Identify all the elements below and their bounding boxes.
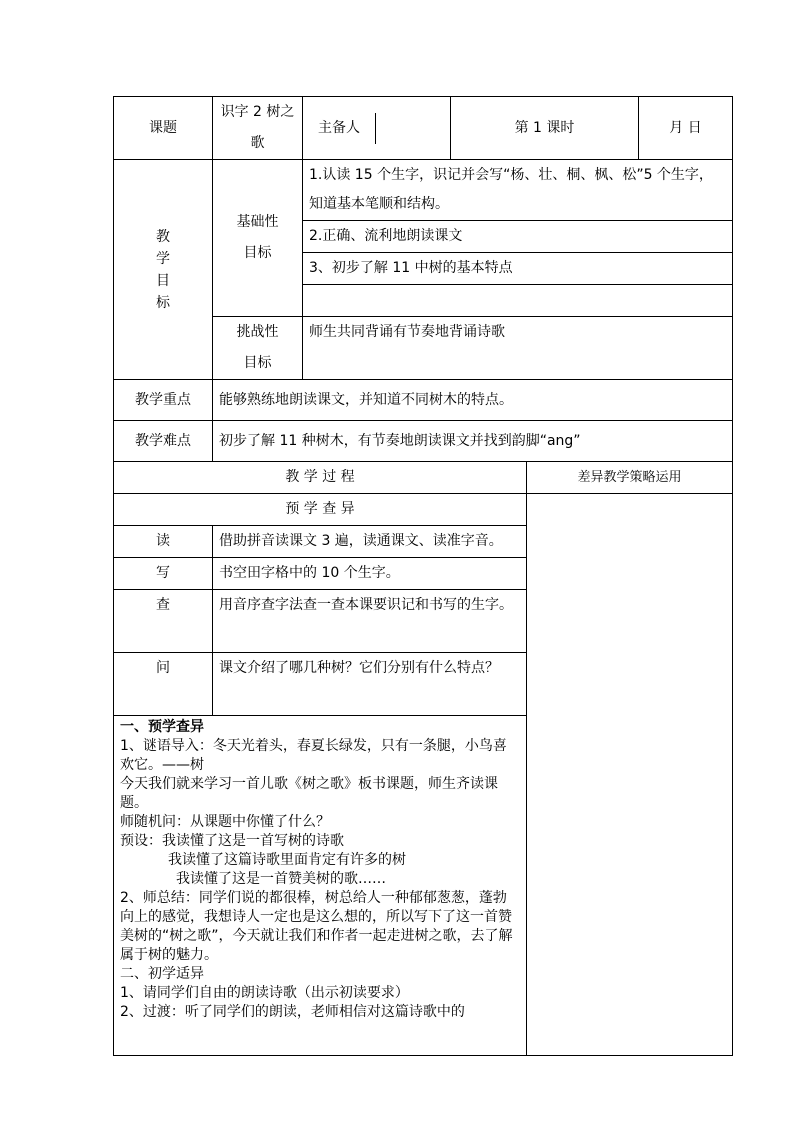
prestudy-check-label: 查	[114, 590, 213, 653]
basic-goal-1: 1.认读 15 个生字，识记并会写“杨、壮、桐、枫、松”5 个生字，知道基本笔顺和结构。	[303, 160, 733, 221]
prestudy-title-row	[114, 494, 733, 526]
basic-goals-label	[213, 160, 303, 317]
body-line-7: 1、请同学们自由的朗读诗歌（出示初读要求）	[120, 985, 409, 1001]
prestudy-read-label: 读	[114, 526, 213, 558]
key-point-row	[114, 380, 733, 421]
body-line-3: 师随机问：从课题中你懂了什么？	[120, 814, 330, 830]
difficulty-row	[114, 421, 733, 462]
body-line-8: 2、过渡：听了同学们的朗读，老师相信对这篇诗歌中的	[120, 1004, 465, 1020]
strategy-title: 差异教学策略运用	[527, 462, 733, 494]
date-field: 月 日	[639, 97, 733, 160]
key-point-text: 能够熟练地朗读课文，并知道不同树木的特点。	[213, 380, 733, 421]
process-title: 教 学 过 程	[114, 462, 527, 494]
body-line-2: 今天我们就来学习一首儿歌《树之歌》板书课题，师生齐读课题。	[120, 776, 498, 811]
lesson-plan-page	[113, 96, 732, 1056]
preparer-cell	[303, 97, 451, 160]
prestudy-read-text: 借助拼音读课文 3 遍，读通课文、读准字音。	[213, 526, 527, 558]
body-line-5: 2、师总结：同学们说的都很棒，树总给人一种郁郁葱葱，蓬勃向上的感觉，我想诗人一定也是这么想的，所以写下了这一首赞美树的“树之歌”，今天就让我们和作者一起走进树之歌，去了解属于树的魅力。	[120, 890, 513, 963]
prestudy-title: 预 学 查 异	[114, 494, 527, 526]
prestudy-write-label: 写	[114, 558, 213, 590]
body-line-6: 二、初学适异	[120, 966, 204, 982]
goals-char-2: 学	[156, 250, 170, 267]
header-row	[114, 97, 733, 160]
basic-goals-label-line2: 目标	[243, 245, 272, 261]
lesson-plan-table	[113, 96, 733, 1056]
key-point-label: 教学重点	[114, 380, 213, 421]
process-header-row	[114, 462, 733, 494]
lesson-body	[114, 716, 527, 1056]
goals-char-3: 目	[156, 272, 170, 289]
body-heading-1: 一、预学查异	[120, 719, 204, 735]
basic-goals-label-line1: 基础性	[236, 214, 279, 230]
body-indented-2: 我读懂了这是一首赞美树的歌……	[176, 871, 386, 887]
body-indented-1: 我读懂了这篇诗歌里面肯定有许多的树	[168, 852, 406, 868]
goals-section-label	[114, 160, 213, 380]
goals-char-1: 教	[156, 228, 170, 245]
basic-goal-4	[303, 285, 733, 317]
preparer-label: 主备人	[318, 119, 360, 136]
difficulty-label: 教学难点	[114, 421, 213, 462]
strategy-column	[527, 494, 733, 1056]
prestudy-check-text: 用音序查字法查一查本课要识记和书写的生字。	[213, 590, 527, 653]
prestudy-write-text: 书空田字格中的 10 个生字。	[213, 558, 527, 590]
prestudy-ask-label: 问	[114, 653, 213, 716]
preparer-value	[375, 113, 450, 144]
challenge-label-line2: 目标	[243, 355, 272, 371]
challenge-goals-label	[213, 317, 303, 380]
goal-row-1	[114, 160, 733, 221]
challenge-label-line1: 挑战性	[236, 324, 279, 340]
prestudy-ask-text: 课文介绍了哪几种树？它们分别有什么特点？	[213, 653, 527, 716]
body-line-1: 1、谜语导入：冬天光着头，春夏长绿发，只有一条腿，小鸟喜欢它。——树	[120, 738, 507, 773]
body-line-4: 预设：我读懂了这是一首写树的诗歌	[120, 833, 344, 849]
subject-label: 课题	[114, 97, 213, 160]
challenge-goal-text: 师生共同背诵有节奏地背诵诗歌	[303, 317, 733, 380]
difficulty-text: 初步了解 11 种树木，有节奏地朗读课文并找到韵脚“ang”	[213, 421, 733, 462]
basic-goal-2: 2.正确、流利地朗读课文	[303, 221, 733, 253]
basic-goal-3: 3、初步了解 11 中树的基本特点	[303, 253, 733, 285]
subject-value: 识字 2 树之歌	[213, 97, 303, 160]
goals-char-4: 标	[156, 294, 170, 311]
lesson-number: 第 1 课时	[451, 97, 639, 160]
